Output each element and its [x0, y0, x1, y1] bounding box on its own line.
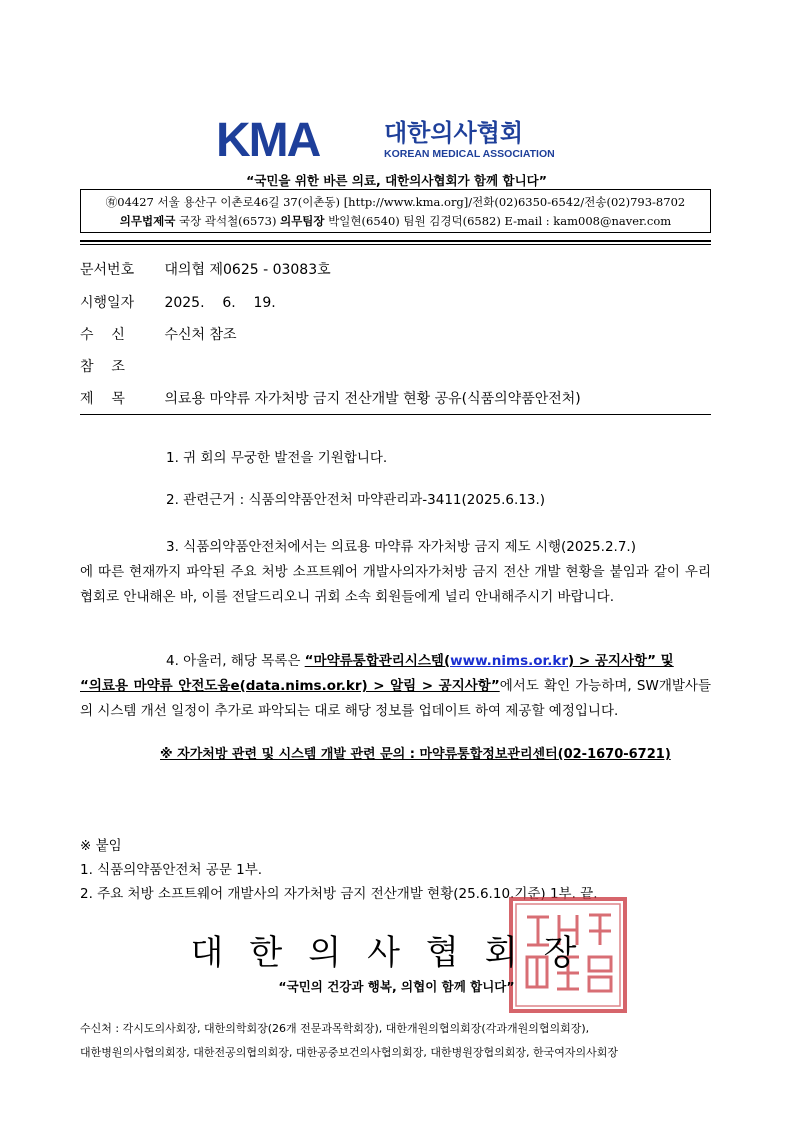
paragraph-2: 2. 관련근거 : 식품의약품안전처 마약관리과-3411(2025.6.13.)	[166, 492, 546, 508]
recipients-line-1: 수신처 : 각시도의사회장, 대한의학회장(26개 전문과목학회장), 대한개원의협의회장(각과개원의협의회장),	[80, 1022, 590, 1035]
date-value: 2025. 6. 19.	[164, 295, 276, 311]
divider-meta-bottom	[80, 414, 711, 415]
attachment-item-2: 2. 주요 처방 소프트웨어 개발사의 자가처방 금지 전산개발 현황(25.6.10.기준) 1부. 끝.	[80, 886, 598, 902]
meta-to	[80, 324, 237, 344]
paragraph-4-first	[80, 649, 711, 674]
p4-quote1	[305, 653, 674, 669]
divider-thin	[80, 244, 711, 245]
dept2-staff: 박일현(6540) 팀원 김경덕(6582) E-mail : kam008@naver.com	[328, 214, 672, 228]
recipients-line-2: 대한병원의사협의회장, 대한전공의협의회장, 대한공중보건의사협의회장, 대한병원장협의회장, 한국여자의사회장	[80, 1046, 619, 1059]
p4-rest: 에서도 확인 가능하며, SW개발사들의 시스템 개선 일정이 추가로 파악되는 대로 해당 정보를 업데이트 하여 제공할 예정입니다.	[80, 678, 711, 719]
kma-logo	[216, 118, 576, 160]
nims-link[interactable]: www.nims.or.kr	[450, 653, 569, 669]
dept2-label: 의무팀장	[280, 214, 325, 228]
p4-quote1-pre: “마약류통합관리시스템(	[304, 653, 451, 669]
paragraph-3-rest: 에 따른 현재까지 파악된 주요 처방 소프트웨어 개발사의자가처방 금지 전산 개발 현황을 붙임과 같이 우리협회로 안내해온 바, 이를 전달드리오니 귀회 소속 회원들에게 널리 안내해주시기 바랍니다.	[80, 564, 711, 605]
paragraph-3-first: 3. 식품의약품안전처에서는 의료용 마약류 자가처방 금지 제도 시행(2025.2.7.)	[166, 539, 636, 555]
contact-line	[81, 212, 710, 231]
inquiry-note: ※ 자가처방 관련 및 시스템 개발 관련 문의 : 마약류통합정보관리센터(02-1670-6721)	[160, 747, 671, 762]
dept1-label: 의무법제국	[119, 214, 176, 228]
to-value: 수신처 참조	[164, 327, 237, 343]
address-line: ㊒04427 서울 용산구 이촌로46길 37(이촌동) [http://www.kma.org]/전화(02)6350-6542/전송(02)793-8702	[105, 195, 686, 209]
paragraph-1: 1. 귀 회의 무궁한 발전을 기원합니다.	[166, 450, 388, 466]
paragraph-3	[80, 535, 711, 610]
divider-thick	[80, 240, 711, 242]
to-label: 수 신	[80, 327, 125, 343]
subject-label: 제 목	[80, 391, 125, 407]
footer-slogan: “국민의 건강과 행복, 의협이 함께 합니다”	[278, 979, 515, 994]
meta-subject	[80, 388, 581, 408]
paragraph-4-rest	[80, 674, 711, 724]
logo-org-name-en: KOREAN MEDICAL ASSOCIATION	[384, 148, 555, 160]
recipients	[80, 1017, 720, 1065]
p4-lead: 4. 아울러, 해당 목록은	[166, 653, 305, 669]
p4-quote1-post: ) > 공지사항” 및	[568, 653, 674, 669]
meta-date	[80, 292, 276, 312]
doc-no: 대의협 제0625 - 03083호	[164, 262, 331, 278]
p4-quote2: “의료용 마약류 안전도움e(data.nims.or.kr) > 알림 > 공지사항”	[80, 678, 500, 694]
address-box	[80, 189, 711, 233]
dept1-staff: 국장 곽석철(6573)	[178, 214, 277, 228]
date-label: 시행일자	[80, 295, 135, 311]
attachments-header: ※ 붙임	[80, 838, 122, 854]
paragraph-4	[80, 649, 711, 724]
logo-letters: KMA	[216, 118, 320, 160]
attachment-item-1: 1. 식품의약품안전처 공문 1부.	[80, 862, 263, 878]
doc-no-label: 문서번호	[80, 262, 135, 278]
meta-ref	[80, 356, 164, 376]
signatory: 대한의사협회장	[190, 933, 603, 973]
header-slogan: “국민을 위한 바른 의료, 대한의사협회가 함께 합니다”	[246, 173, 547, 188]
logo-org-name: 대한의사협회	[384, 119, 524, 147]
subject-value: 의료용 마약류 자가처방 금지 전산개발 현황 공유(식품의약품안전처)	[164, 391, 581, 407]
ref-label: 참 조	[80, 359, 125, 375]
meta-doc-no	[80, 259, 331, 279]
